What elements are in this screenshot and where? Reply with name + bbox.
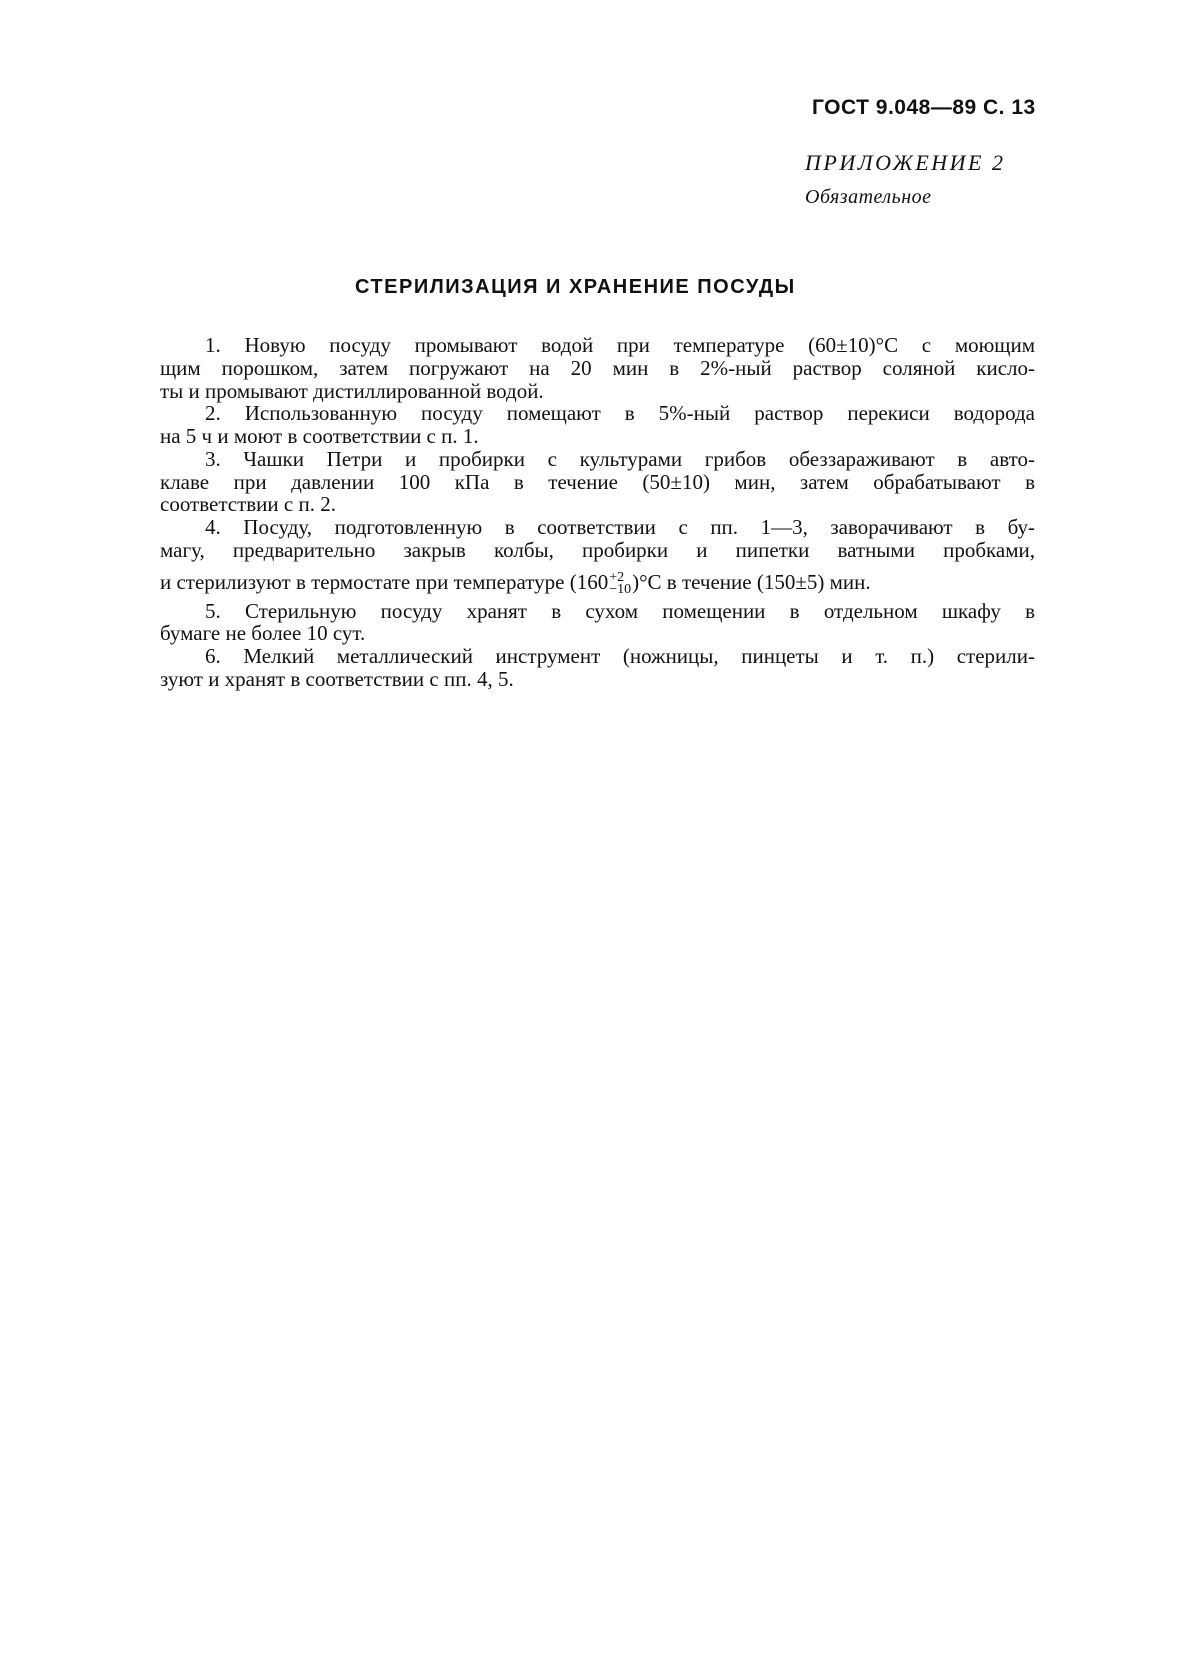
text-line: 6. Мелкий металлический инструмент (ножницы, пинцеты и т. п.) стерили- [205,644,1035,668]
text-line: на 5 ч и моют в соответствии с п. 1. [160,424,479,448]
formula-text-before: и стерилизуют в термостате при температуре (160 [160,570,609,594]
appendix-label: ПРИЛОЖЕНИЕ 2 [805,150,1006,175]
section-title: СТЕРИЛИЗАЦИЯ И ХРАНЕНИЕ ПОСУДЫ [355,276,796,298]
text-line: ты и промывают дистиллированной водой. [160,379,544,403]
text-line: магу, предварительно закрыв колбы, пробирки и пипетки ватными пробками, [160,538,1035,562]
text-line: 4. Посуду, подготовленную в соответствии с пп. 1—3, заворачивают в бу- [205,515,1035,539]
appendix-status: Обязательное [805,186,932,208]
text-line: щим порошком, затем погружают на 20 мин в 2%-ный раствор соляной кисло- [160,356,1035,380]
formula-text-after: )°С в течение (150±5) мин. [632,570,871,594]
text-line: 3. Чашки Петри и пробирки с культурами грибов обеззараживают в авто- [205,447,1035,471]
text-line: зуют и хранят в соответствии с пп. 4, 5. [160,667,514,691]
text-line: бумаге не более 10 сут. [160,621,366,645]
text-line: соответствии с п. 2. [160,492,336,516]
tolerance-upper: +2 [609,570,625,586]
text-line: 1. Новую посуду промывают водой при температуре (60±10)°С с моющим [205,333,1035,357]
formula-line [160,570,1035,596]
text-line: 2. Использованную посуду помещают в 5%-ный раствор перекиси водорода [205,401,1035,425]
tolerance-lower: −10 [609,582,632,598]
tolerance-fraction [609,572,631,596]
text-line: 5. Стерильную посуду хранят в сухом помещении в отдельном шкафу в [205,599,1035,623]
text-line: клаве при давлении 100 кПа в течение (50±10) мин, затем обрабатывают в [160,470,1035,494]
document-code-header: ГОСТ 9.048—89 С. 13 [812,96,1036,119]
